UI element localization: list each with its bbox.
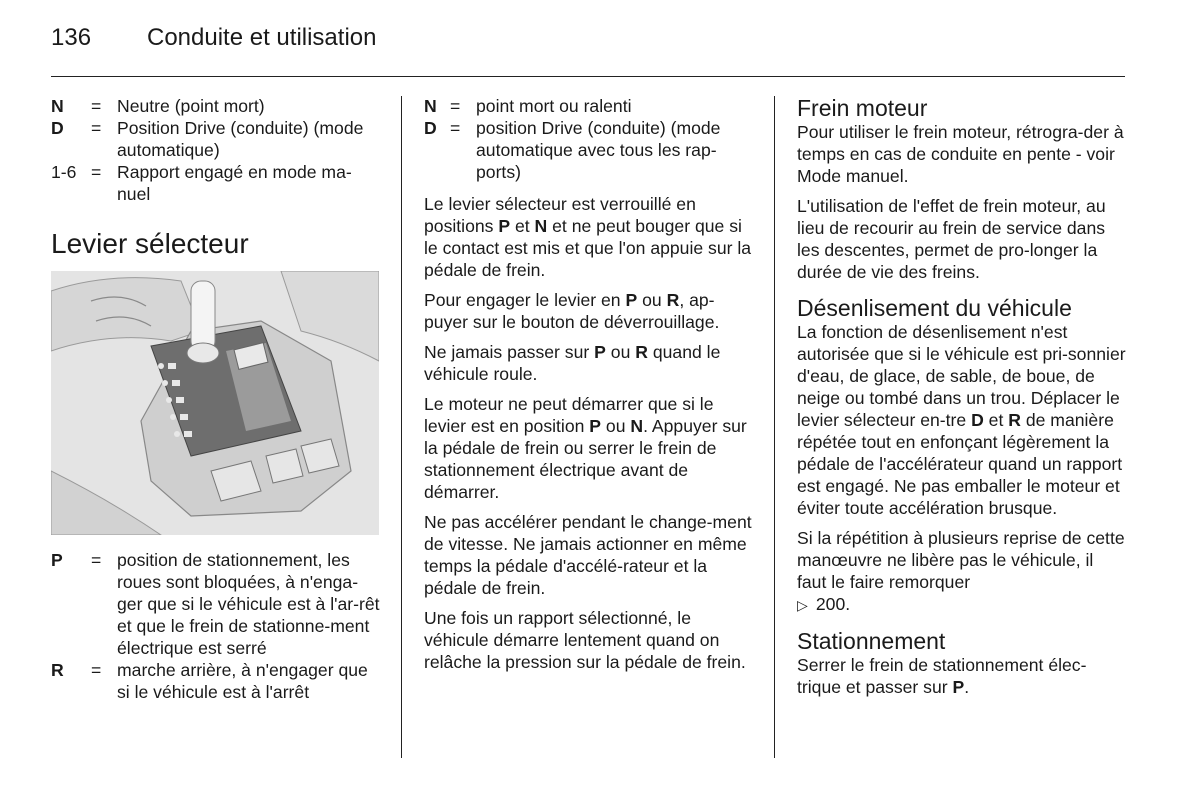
column-divider-1 — [401, 96, 402, 758]
chapter-title: Conduite et utilisation — [147, 24, 377, 51]
page-reference: 200. — [815, 594, 851, 614]
definition-row — [424, 95, 754, 117]
paragraph: Le moteur ne peut démarrer que si le levier est en position P ou N. Appuyer sur la pédale de frein ou serrer le frein de stationnement électrique avant de démarrer. — [424, 394, 747, 502]
page-header — [51, 24, 376, 52]
column-divider-2 — [774, 96, 775, 758]
page-number: 136 — [51, 24, 92, 51]
definition-row — [51, 549, 381, 659]
definition-row — [51, 117, 381, 161]
definition-term: 1-6 — [51, 162, 77, 182]
definition-term: D — [424, 118, 437, 138]
definition-equals: = — [91, 96, 102, 116]
paragraph: L'utilisation de l'effet de frein moteur, au lieu de recourir au frein de service dans les descentes, permet de pro-longer la durée de vie des freins. — [797, 196, 1106, 282]
paragraph: Ne pas accélérer pendant le change-ment de vitesse. Ne jamais actionner en même temps la pédale d'accélé-rateur et la pédale de frein. — [424, 512, 752, 598]
definition-desc: position Drive (conduite) (mode automatique avec tous les rap-ports) — [476, 118, 721, 182]
paragraph: Pour engager le levier en P ou R, ap-puyer sur le bouton de déverrouillage. — [424, 290, 720, 332]
definition-equals: = — [91, 660, 102, 680]
definition-equals: = — [91, 162, 102, 182]
definition-equals: = — [91, 118, 102, 138]
paragraph: La fonction de désenlisement n'est autorisée que si le véhicule est pri-sonnier d'eau, de glace, de sable, de boue, de neige ou tombé dans un trou. Déplacer le levier sélecteur en-tre D et R de manière répétée tout en enfonçant légèrement la pédale de l'accélérateur quand un rapport est engagé. Ne pas emballer le moteur et éviter toute accélération brusque. — [797, 322, 1126, 518]
paragraph: Si la répétition à plusieurs reprise de cette manœuvre ne libère pas le véhicule, il faut le faire remorquer ▷ 200. — [797, 528, 1125, 614]
paragraph: Serrer le frein de stationnement élec-trique et passer sur P. — [797, 655, 1087, 697]
page-reference-arrow-icon: ▷ — [797, 597, 808, 613]
section-title: Levier sélecteur — [51, 228, 249, 259]
definition-desc: marche arrière, à n'engager que si le véhicule est à l'arrêt — [117, 660, 368, 702]
definition-desc: position de stationnement, les roues sont bloquées, à n'enga-ger que si le véhicule est à l'ar-rêt et que le frein de stationne-ment électrique est serré — [117, 550, 380, 658]
gear-selector-illustration — [51, 271, 379, 535]
definition-equals: = — [450, 118, 461, 138]
definition-row — [51, 659, 381, 703]
paragraph: Ne jamais passer sur P ou R quand le véhicule roule. — [424, 342, 721, 384]
definition-term: R — [51, 660, 64, 680]
paragraph: Le levier sélecteur est verrouillé en positions P et N et ne peut bouger que si le contact est mis et que l'on appuie sur la pédale de frein. — [424, 194, 752, 280]
subsection-title: Frein moteur — [797, 95, 928, 121]
paragraph: Une fois un rapport sélectionné, le véhicule démarre lentement quand on relâche la pression sur la pédale de frein. — [424, 608, 746, 672]
subsection-title: Désenlisement du véhicule — [797, 295, 1072, 321]
column-3 — [797, 95, 1127, 698]
definition-row — [51, 161, 381, 205]
definition-row — [51, 95, 381, 117]
definition-equals: = — [91, 550, 102, 570]
column-2 — [424, 95, 754, 673]
paragraph: Pour utiliser le frein moteur, rétrogra-der à temps en cas de conduite en pente - voir Mode manuel. — [797, 122, 1124, 186]
definition-term: N — [51, 96, 64, 116]
definition-row — [424, 117, 754, 183]
definition-desc: Rapport engagé en mode ma-nuel — [117, 162, 352, 204]
definition-term: N — [424, 96, 437, 116]
definition-term: D — [51, 118, 64, 138]
definition-equals: = — [450, 96, 461, 116]
definition-desc: Position Drive (conduite) (mode automatique) — [117, 118, 364, 160]
subsection-title: Stationnement — [797, 628, 946, 654]
header-divider — [51, 76, 1125, 77]
definition-desc: point mort ou ralenti — [476, 96, 632, 116]
definition-term: P — [51, 550, 63, 570]
definition-desc: Neutre (point mort) — [117, 96, 265, 116]
column-1 — [51, 95, 381, 703]
